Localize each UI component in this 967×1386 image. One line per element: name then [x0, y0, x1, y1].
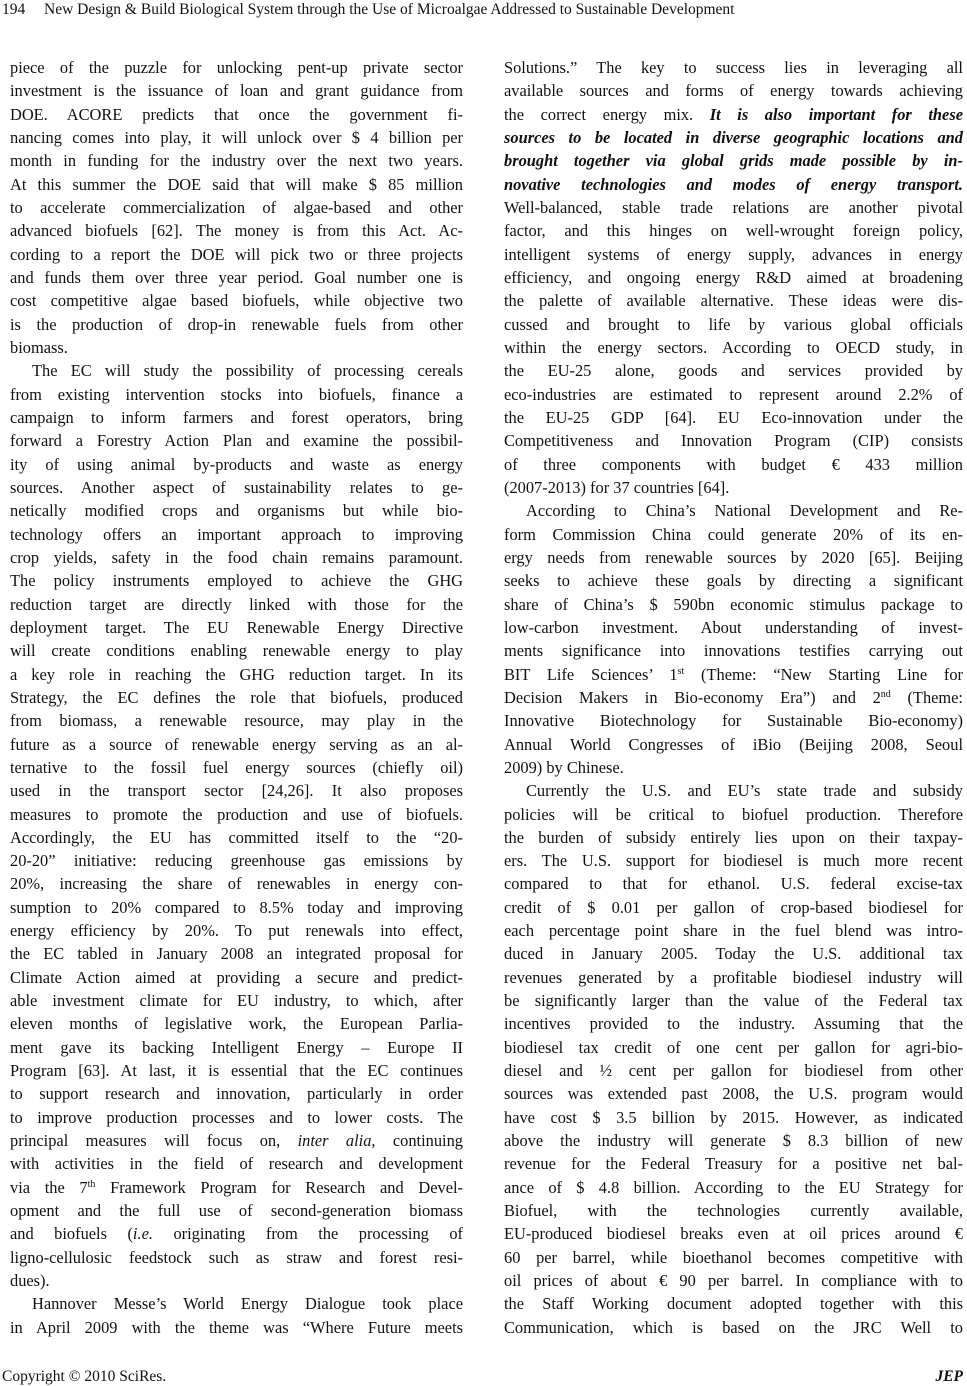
- text-line: ance of $ 4.8 billion. According to the EU Strategy for: [504, 1177, 963, 1197]
- text-line: According to China’s National Development and Re-: [526, 501, 963, 521]
- text-line: crop yields, safety in the food chain remains paramount.: [10, 547, 463, 567]
- text-line: measures to promote the production and use of biofuels.: [10, 804, 463, 824]
- emphasis-text: It is also important for these: [709, 104, 963, 124]
- text-line: cussed and brought to life by various global officials: [504, 314, 963, 334]
- text-line: and funds them over three year period. Goal number one is: [10, 267, 463, 287]
- text-line: a key role in reaching the GHG reduction target. In its: [10, 664, 463, 684]
- text-line: EU-produced biodiesel breaks even at oil prices around €: [504, 1224, 963, 1244]
- text-line: eco-industries are estimated to represent around 2.2% of: [504, 384, 963, 404]
- superscript: th: [87, 1178, 96, 1190]
- text-line: dues).: [10, 1271, 50, 1291]
- italic-text: inter alia: [297, 1131, 372, 1151]
- text-line: nancing comes into play, it will unlock over $ 4 billion per: [10, 127, 463, 147]
- text-line: reduction target are directly linked with those for the: [10, 594, 463, 614]
- footer-copyright: Copyright © 2010 SciRes.: [2, 1368, 167, 1385]
- text-line: 20%, increasing the share of renewables in energy con-: [10, 874, 463, 894]
- text-line: The EC will study the possibility of processing cereals: [32, 361, 463, 381]
- text-line: cording to a report the DOE will pick two or three projects: [10, 244, 463, 264]
- text-line: seeks to achieve these goals by directing a significant: [504, 571, 963, 591]
- text-line: campaign to inform farmers and forest operators, bring: [10, 407, 463, 427]
- italic-text: i.e.: [132, 1224, 153, 1244]
- text-line: Currently the U.S. and EU’s state trade and subsidy: [526, 781, 963, 801]
- text-line: 20-20” initiative: reducing greenhouse gas emissions by: [10, 851, 463, 871]
- text-line: [504, 103, 963, 126]
- text-line: opment and the full use of second-generation biomass: [10, 1201, 463, 1221]
- text-line: Communication, which is based on the JRC Well to: [504, 1317, 963, 1337]
- text-line: able investment climate for EU industry, to which, after: [10, 991, 463, 1011]
- text-line: [10, 1222, 463, 1245]
- emphasis-text: sources to be located in diverse geographic locations and: [504, 127, 963, 147]
- text-line: energy efficiency by 20%. To put renewals into effect,: [10, 921, 463, 941]
- paragraph: [504, 56, 963, 499]
- text-line: 2009) by Chinese.: [504, 757, 624, 777]
- text-segment: , continuing: [371, 1131, 463, 1151]
- text-line: within the energy sectors. According to OECD study, in: [504, 337, 963, 357]
- text-segment: Decision Makers in Bio-economy Era”) and 2: [504, 687, 881, 707]
- text-line: with activities in the field of research and development: [10, 1154, 463, 1174]
- text-line: Program [63]. At last, it is essential that the EC continues: [10, 1061, 463, 1081]
- text-line: from existing intervention stocks into biofuels, finance a: [10, 384, 463, 404]
- text-line: sources was extended past 2008, the U.S. program would: [504, 1084, 963, 1104]
- text-line: oil prices of about € 90 per barrel. In compliance with to: [504, 1271, 963, 1291]
- text-line: diesel and ½ cent per gallon for biodiesel from other: [504, 1061, 963, 1081]
- text-segment: BIT Life Sciences’ 1: [504, 664, 678, 684]
- text-line: Annual World Congresses of iBio (Beijing 2008, Seoul: [504, 734, 963, 754]
- text-line: Biofuel, with the technologies currently available,: [504, 1201, 963, 1221]
- text-line: will create conditions enabling renewable energy to play: [10, 641, 463, 661]
- text-line: be significantly larger than the value of the Federal tax: [504, 991, 963, 1011]
- text-line: ments significance into innovations testifies carrying out: [504, 641, 963, 661]
- text-line: efficiency, and ongoing energy R&D aimed at broadening: [504, 267, 963, 287]
- text-line: ment gave its backing Intelligent Energy – Europe II: [10, 1037, 463, 1057]
- text-line: forward a Forestry Action Plan and examine the possibil-: [10, 431, 463, 451]
- text-line: [504, 663, 963, 686]
- text-line: (2007-2013) for 37 countries [64].: [504, 477, 730, 497]
- text-line: Solutions.” The key to success lies in leveraging all: [504, 58, 963, 77]
- paragraph: [504, 499, 963, 779]
- text-line: the palette of available alternative. These ideas were dis-: [504, 291, 963, 311]
- text-segment: the correct energy mix.: [504, 104, 710, 124]
- text-line: cost competitive algae based biofuels, while objective two: [10, 291, 463, 311]
- text-line: Strategy, the EC defines the role that biofuels, produced: [10, 687, 463, 707]
- text-line: [10, 1176, 463, 1199]
- text-line: [504, 173, 963, 196]
- text-line: above the industry will generate $ 8.3 billion of new: [504, 1131, 963, 1151]
- text-line: factor, and this hinges on well-wrought foreign policy,: [504, 221, 963, 241]
- text-line: the EC tabled in January 2008 an integrated proposal for: [10, 944, 463, 964]
- text-line: 60 per barrel, while bioethanol becomes competitive with: [504, 1247, 963, 1267]
- text-line: At this summer the DOE said that will make $ 85 million: [10, 174, 463, 194]
- text-line: investment is the issuance of loan and grant guidance from: [10, 81, 463, 101]
- text-line: future as a source of renewable energy serving as an al-: [10, 734, 463, 754]
- paragraph: [10, 359, 463, 1292]
- text-line: [10, 1129, 463, 1152]
- text-line: Hannover Messe’s World Energy Dialogue took place: [32, 1294, 463, 1314]
- text-line: policies will be critical to biofuel production. Therefore: [504, 804, 963, 824]
- emphasis-text: brought together via global grids made possible by in-: [504, 151, 963, 171]
- text-line: each percentage point share in the fuel blend was intro-: [504, 921, 963, 941]
- text-line: the burden of subsidy entirely lies upon on their taxpay-: [504, 827, 963, 847]
- text-line: from biomass, a renewable resource, may play in the: [10, 711, 463, 731]
- text-segment: and biofuels (: [10, 1224, 133, 1244]
- text-segment: (Theme:: [890, 687, 963, 707]
- text-segment: principal measures will focus on,: [10, 1131, 298, 1151]
- text-line: DOE. ACORE predicts that once the government fi-: [10, 104, 463, 124]
- running-header-title: New Design & Build Biological System through the Use of Microalgae Addressed to Sustainable Development: [44, 1, 735, 18]
- text-segment: via the 7: [10, 1177, 88, 1197]
- page-number: 194: [2, 1, 26, 18]
- text-line: revenues generated by a profitable biodiesel industry will: [504, 967, 963, 987]
- text-line: credit of $ 0.01 per gallon of crop-based biodiesel for: [504, 897, 963, 917]
- text-line: technology offers an important approach to improving: [10, 524, 463, 544]
- text-line: Well-balanced, stable trade relations are another pivotal: [504, 197, 963, 217]
- paragraph: [10, 56, 463, 359]
- text-line: month in funding for the industry over the next two years.: [10, 151, 463, 171]
- emphasis-text: novative technologies and modes of energy transport.: [504, 174, 963, 194]
- text-segment: Framework Program for Research and Devel-: [95, 1177, 463, 1197]
- text-line: duced in January 2005. Today the U.S. additional tax: [504, 944, 963, 964]
- text-line: incentives provided to the industry. Assuming that the: [504, 1014, 963, 1034]
- text-segment: originating from the processing of: [152, 1224, 463, 1244]
- text-line: The policy instruments employed to achieve the GHG: [10, 571, 463, 591]
- text-line: [504, 126, 963, 149]
- superscript: nd: [880, 688, 891, 700]
- text-line: in April 2009 with the theme was “Where Future meets: [10, 1317, 463, 1337]
- text-line: Climate Action aimed at providing a secure and predict-: [10, 967, 463, 987]
- text-line: the EU-25 alone, goods and services provided by: [504, 361, 963, 381]
- text-line: to support research and innovation, particularly in order: [10, 1084, 463, 1104]
- text-line: share of China’s $ 590bn economic stimulus package to: [504, 594, 963, 614]
- text-line: form Commission China could generate 20% of its en-: [504, 524, 963, 544]
- text-line: biomass.: [10, 337, 68, 357]
- text-line: ergy needs from renewable sources by 2020 [65]. Beijing: [504, 547, 963, 567]
- text-line: [504, 149, 963, 172]
- text-line: intelligent systems of energy supply, advances in energy: [504, 244, 963, 264]
- paragraph: [504, 779, 963, 1339]
- text-line: to improve production processes and to lower costs. The: [10, 1107, 463, 1127]
- left-column: [10, 56, 463, 1339]
- text-line: ity of using animal by-products and waste as energy: [10, 454, 463, 474]
- text-line: used in the transport sector [24,26]. It also proposes: [10, 781, 463, 801]
- text-line: sources. Another aspect of sustainability relates to ge-: [10, 477, 463, 497]
- footer-journal: JEP: [935, 1368, 963, 1385]
- superscript: st: [677, 665, 685, 677]
- text-line: [504, 686, 963, 709]
- text-line: ternative to the fossil fuel energy sources (chiefly oil): [10, 757, 463, 777]
- text-line: ers. The U.S. support for biodiesel is much more recent: [504, 851, 963, 871]
- text-line: low-carbon investment. About understanding of invest-: [504, 617, 963, 637]
- text-line: compared to that for ethanol. U.S. federal excise-tax: [504, 874, 963, 894]
- text-line: Innovative Biotechnology for Sustainable Bio-economy): [504, 711, 963, 731]
- text-line: ligno-cellulosic feedstock such as straw and forest resi-: [10, 1247, 463, 1267]
- text-line: the EU-25 GDP [64]. EU Eco-innovation under the: [504, 407, 963, 427]
- text-line: piece of the puzzle for unlocking pent-up private sector: [10, 58, 463, 77]
- text-line: eleven months of legislative work, the European Parlia-: [10, 1014, 463, 1034]
- text-line: the Staff Working document adopted together with this: [504, 1294, 963, 1314]
- text-line: deployment target. The EU Renewable Energy Directive: [10, 617, 463, 637]
- text-line: to accelerate commercialization of algae-based and other: [10, 197, 463, 217]
- right-column: [504, 56, 963, 1339]
- text-line: netically modified crops and organisms but while bio-: [10, 501, 463, 521]
- text-line: Competitiveness and Innovation Program (CIP) consists: [504, 431, 963, 451]
- text-segment: (Theme: “New Starting Line for: [684, 664, 964, 684]
- text-line: of three components with budget € 433 million: [504, 454, 963, 474]
- text-line: is the production of drop-in renewable fuels from other: [10, 314, 463, 334]
- text-line: revenue for the Federal Treasury for a positive net bal-: [504, 1154, 963, 1174]
- paragraph: [10, 1292, 463, 1339]
- text-line: sumption to 20% compared to 8.5% today and improving: [10, 897, 463, 917]
- text-line: available sources and forms of energy towards achieving: [504, 81, 963, 101]
- text-line: have cost $ 3.5 billion by 2015. However, as indicated: [504, 1107, 963, 1127]
- text-line: biodiesel tax credit of one cent per gallon for agri-bio-: [504, 1037, 963, 1057]
- text-line: advanced biofuels [62]. The money is from this Act. Ac-: [10, 221, 463, 241]
- text-line: Accordingly, the EU has committed itself to the “20-: [10, 827, 463, 847]
